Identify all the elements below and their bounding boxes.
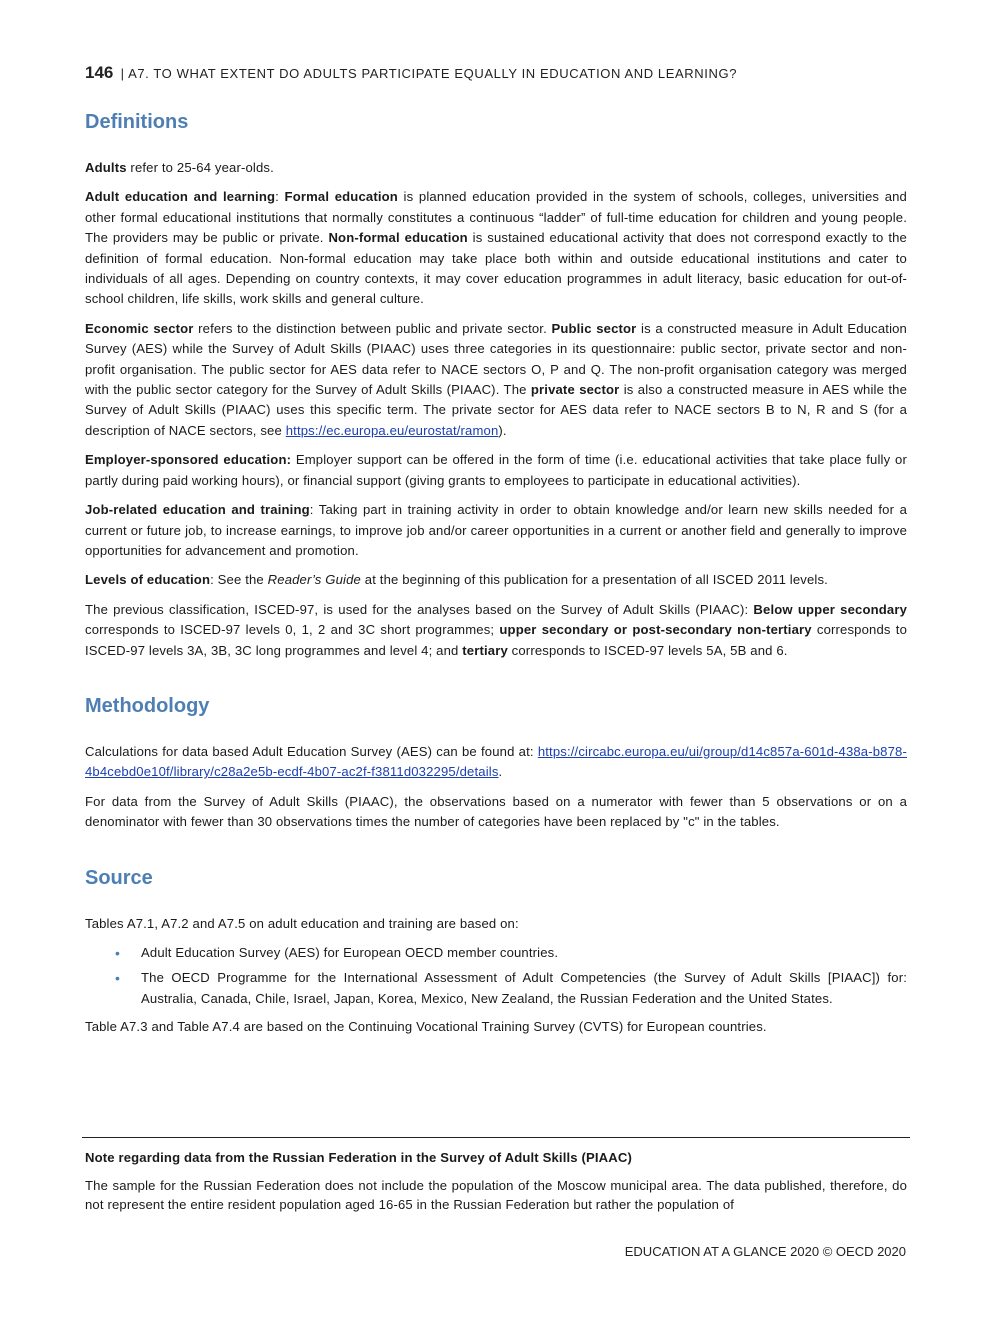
term-below-upper-secondary: Below upper secondary xyxy=(753,601,907,617)
definition-isced-97: The previous classification, ISCED-97, is used for the analyses based on the Survey of Adult Skills (PIAAC): Below upper secondary corresponds to ISCED-97 levels 0, 1, 2 and 3C short programmes; upper secondary or post-secondary non-tertiary corresponds to ISCED-97 levels 3A, 3B, 3C long programmes and level 4; and tertiary corresponds to ISCED-97 levels 5A, 5B and 6. xyxy=(85,601,908,658)
note-title: Note regarding data from the Russian Federation in the Survey of Adult Skills (PIAAC) xyxy=(85,1150,632,1165)
source-closing: Table A7.3 and Table A7.4 are based on the Continuing Vocational Training Survey (CVTS) for European countries. xyxy=(85,1019,767,1035)
definition-adults: Adults refer to 25-64 year-olds. xyxy=(85,160,274,175)
running-header xyxy=(85,63,737,83)
definition-adult-education: Adult education and learning: Formal education is planned education provided in the system of schools, colleges, universities and other formal educational institutions that normally constitutes a continuous “ladder” of full-time education for children and young people. The providers may be public or private. Non-formal education is sustained educational activity that does not correspond exactly to the definition of formal education. Non-formal education may take place both within and outside educational institutions and cater to individuals of all ages. Depending on country contexts, it may cover education programmes in adult literacy, basic education for out-of-school children, life skills, work skills and general culture. xyxy=(85,189,907,307)
term-formal-education: Formal education xyxy=(284,189,398,205)
bullet-icon: • xyxy=(115,944,121,961)
term-upper-secondary: upper secondary or post-secondary non-tertiary xyxy=(499,622,812,638)
term-non-formal-education: Non-formal education xyxy=(328,230,468,246)
term-levels-of-education: Levels of education xyxy=(85,572,211,588)
term-economic-sector: Economic sector xyxy=(85,320,194,336)
term-job-related: Job-related education and training xyxy=(85,502,310,518)
russian-federation-note xyxy=(82,1137,910,1214)
source-list xyxy=(85,943,907,1009)
list-item: • Adult Education Survey (AES) for European OECD member countries. xyxy=(85,943,907,963)
methodology-paragraph-piaac: For data from the Survey of Adult Skills (PIAAC), the observations based on a numerator with fewer than 5 observations or on a denominator with fewer than 30 observations times the number of categories have been replaced by "c" in the tables. xyxy=(85,793,907,830)
term-tertiary: tertiary xyxy=(462,642,508,658)
note-text: The sample for the Russian Federation does not include the population of the Moscow municipal area. The data published, therefore, do not represent the entire resident population aged 16-65 in the Russian Federation but rather the population of xyxy=(85,1178,907,1212)
page-number: 146 xyxy=(85,63,114,82)
page-footer: EDUCATION AT A GLANCE 2020 © OECD 2020 xyxy=(624,1244,906,1259)
list-item: • The OECD Programme for the International Assessment of Adult Competencies (the Survey of Adult Skills [PIAAC]) for: Australia, Canada, Chile, Israel, Japan, Korea, Mexico, New Zealand, the Russian Federation and the United States. xyxy=(115,970,907,1006)
chapter-title: A7. TO WHAT EXTENT DO ADULTS PARTICIPATE EQUALLY IN EDUCATION AND LEARNING? xyxy=(128,66,738,81)
definition-employer-sponsored: Employer-sponsored education: Employer support can be offered in the form of time (i.e. educational activities that take place fully or partly during paid working hours), or financial support (giving grants to employees to participate in educational activities). xyxy=(85,452,907,488)
definitions-heading: Definitions xyxy=(85,111,189,133)
readers-guide-title: Reader’s Guide xyxy=(267,572,361,588)
term-public-sector: Public sector xyxy=(551,320,637,336)
methodology-paragraph-aes: Calculations for data based Adult Education Survey (AES) can be found at: https://circabc.europa.eu/ui/group/d14c857a-601d-438a-b878-4b4cebd0e10f/library/c28a2e5b-ecdf-4b07-ac2f-f3811d032295/details. xyxy=(85,743,907,780)
eurostat-ramon-link[interactable]: https://ec.europa.eu/eurostat/ramon xyxy=(285,422,499,438)
term-employer-sponsored: Employer-sponsored education: xyxy=(85,452,292,468)
header-separator: | xyxy=(120,66,125,81)
source-intro: Tables A7.1, A7.2 and A7.5 on adult education and training are based on: xyxy=(85,915,519,931)
definition-job-related: Job-related education and training: Taking part in training activity in order to obtain knowledge and/or learn new skills needed for a current or future job, to increase earnings, to improve job and/or career opportunities in a current or another field and generally to improve opportunities for advancement and promotion. xyxy=(85,502,907,558)
source-heading: Source xyxy=(85,866,153,889)
bullet-icon: • xyxy=(115,970,121,987)
circabc-link[interactable]: https://circabc.europa.eu/ui/group/d14c857a-601d-438a-b878-4b4cebd0e10f/library/c28a2e5b-ecdf-4b07-ac2f-f3811d032295/details xyxy=(85,743,907,780)
term-adults: Adults xyxy=(85,160,127,175)
main-content xyxy=(85,108,907,1047)
definition-economic-sector: Economic sector refers to the distinction between public and private sector. Public sector is a constructed measure in Adult Education Survey (AES) while the Survey of Adult Skills (PIAAC) uses three categories in its questionnaire: public sector, private sector and non-profit organisation. The public sector for AES data refer to NACE sectors O, P and Q. The non-profit organisation category was merged with the public sector category for the Survey of Adult Skills (PIAAC). The private sector is also a constructed measure in AES while the Survey of Adult Skills (PIAAC) uses this specific term. The private sector for AES data refer to NACE sectors B to N, R and S (for a description of NACE sectors, see https://ec.europa.eu/eurostat/ramon). xyxy=(85,320,908,438)
definition-levels-of-education: Levels of education: See the Reader’s Guide at the beginning of this publication for a presentation of all ISCED 2011 levels. xyxy=(85,572,828,588)
term-adult-education: Adult education and learning xyxy=(85,189,276,205)
term-private-sector: private sector xyxy=(530,382,620,398)
methodology-heading: Methodology xyxy=(85,694,210,717)
